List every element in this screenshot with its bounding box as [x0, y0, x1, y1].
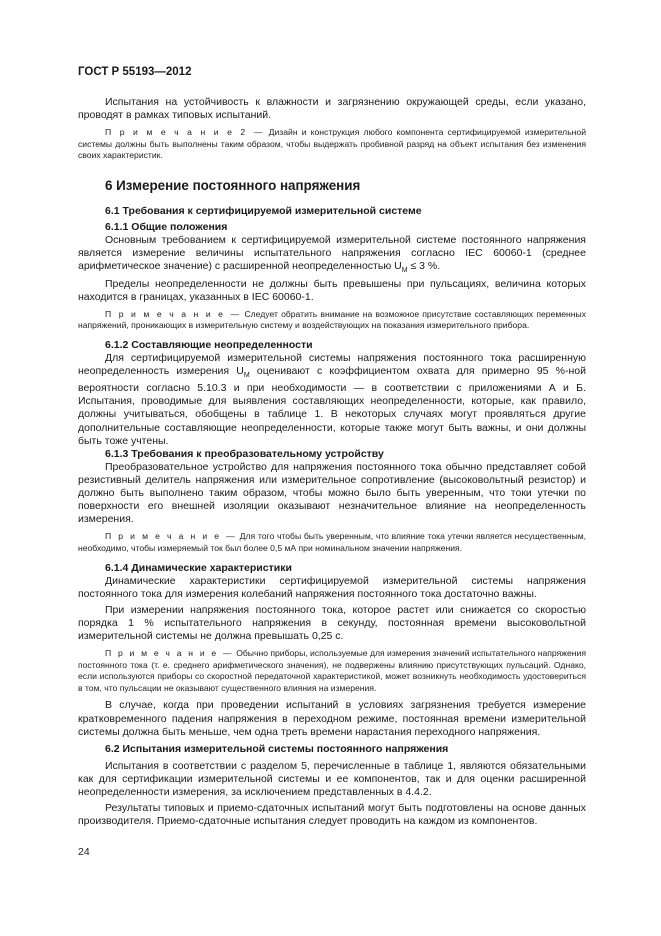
section-6-1-2-title: 6.1.2 Составляющие неопределенности [105, 338, 313, 351]
section-6-1-4-para-1: Динамические характеристики сертифицируемой измерительной системы напряжения постоянного тока для измерения колебаний напряжения постоянного тока достаточно важны. [78, 574, 586, 600]
page-number: 24 [78, 846, 90, 858]
section-6-1-3-note [78, 531, 586, 554]
section-6-1-1-note [78, 309, 586, 332]
note-text: Следует обратить внимание на возможное присутствие составляющих переменных напряжений, проникающих в измерительную систему и воздействующих на показания измерительного прибора. [78, 308, 586, 331]
section-6-1-4-para-2: При измерении напряжения постоянного тока, которое растет или снижается со скоростью порядка 1 % испытательного напряжения в секунду, постоянная времени высоковольтной измерительной системы не должна превышать 0,25 с. [78, 603, 586, 642]
document-code-header: ГОСТ Р 55193—2012 [78, 66, 192, 78]
para-text: Для сертифицируемой измерительной системы напряжения постоянного тока расширенную неопределенность измерения U [78, 352, 586, 378]
section-6-title: 6 Измерение постоянного напряжения [105, 177, 361, 193]
section-6-1-3-para: Преобразовательное устройство для напряжения постоянного тока обычно представляет собой резистивный делитель напряжения или измерительное сопротивление (высоковольтный резистор) и должно быть выполнено таким образом, чтобы можно было быть уверенным, что токи утечки по поверхности его внешней изоляции оказывают незначительное влияние на неопределенность измерения. [78, 460, 586, 526]
um-subscript: M [401, 267, 408, 275]
section-6-1-4-note [78, 648, 586, 694]
note-2-text: Дизайн и конструкция любого компонента сертифицируемой измерительной системы должны быть выполнены таким образом, чтобы выдержать пробивной разряд на объект испытания без изменения своих характеристик. [78, 127, 586, 161]
section-6-1-1-title: 6.1.1 Общие положения [105, 221, 228, 234]
note-2 [78, 127, 586, 162]
section-6-2-para-1: Испытания в соответствии с разделом 5, перечисленные в таблице 1, являются обязательными как для сертификации измерительной системы и ее компонентов, так и для оценки расширенной неопределенности измерения, за исключением представленных в 4.4.2. [78, 759, 586, 798]
page-content [78, 96, 586, 828]
note-2-lead: П р и м е ч а н и е 2 — [105, 127, 265, 138]
note-text: Для того чтобы быть уверенным, что влияние тока утечки является несущественным, необходимо, чтобы измеряемый ток был более 0,5 мА при номинальном значении напряжения. [78, 531, 586, 553]
section-6-2-title: 6.2 Испытания измерительной системы постоянного напряжения [105, 742, 449, 755]
section-6-1-1-para-1 [78, 234, 586, 277]
um-subscript: M [243, 372, 250, 380]
section-6-2-para-2: Результаты типовых и приемо-сдаточных испытаний могут быть подготовлены на основе данных производителя. Приемо-сдаточные испытания следует проводить на каждом из компонентов. [78, 802, 586, 828]
section-6-1-4-para-3: В случае, когда при проведении испытаний в условиях загрязнения требуется измерение кратковременного падения напряжения в переходном режиме, постоянная времени измерительной системы должна быть меньше, чем одна треть времени нарастания переходного напряжения. [78, 699, 586, 738]
section-6-1-1-para-2: Пределы неопределенности не должны быть превышены при пульсациях, величина которых находится в границах, указанных в IEC 60060-1. [78, 277, 586, 303]
section-6-1-3-title: 6.1.3 Требования к преобразовательному устройству [105, 447, 384, 460]
note-lead: П р и м е ч а н и е — [105, 648, 234, 659]
intro-paragraph: Испытания на устойчивость к влажности и загрязнению окружающей среды, если указано, проводят в рамках типовых испытаний. [78, 96, 586, 122]
para-text: оценивают с коэффициентом охвата для примерно 95 %-ной вероятности согласно 5.10.3 и при необходимости — в соответствии с приложениями А и Б. Испытания, проводимые для выявления составляющих неопределенности, которые, как правило, должны учитываться, обобщены в таблице 1. В некоторых случаях могут проявляться другие дополнительные составляющие неопределенности, которые также могут быть важны, и они должны быть тоже учтены. [78, 365, 586, 447]
note-text: Обычно приборы, используемые для измерения значений испытательного напряжения постоянного тока (т. е. среднего арифметического значения), не подвержены влиянию присутствующих пульсаций. Однако, если используются приборы со скоростной передаточной характеристикой, может возникнуть необходимость удостовериться в том, что пульсации не оказывают существенного влияния на измерения. [78, 648, 586, 693]
section-6-1-2-para [78, 352, 586, 448]
note-lead: П р и м е ч а н и е — [105, 531, 237, 542]
note-lead: П р и м е ч а н и е — [105, 308, 242, 319]
section-6-1-4-title: 6.1.4 Динамические характеристики [105, 561, 292, 574]
para-text: ≤ 3 %. [407, 260, 441, 273]
section-6-1-title: 6.1 Требования к сертифицируемой измерительной системе [105, 204, 422, 217]
para-text: Основным требованием к сертифицируемой измерительной системе постоянного напряжения является измерение величины испытательного напряжения согласно IEC 60060-1 (среднее арифметическое значение) с расширенной неопределенностью U [78, 234, 586, 273]
